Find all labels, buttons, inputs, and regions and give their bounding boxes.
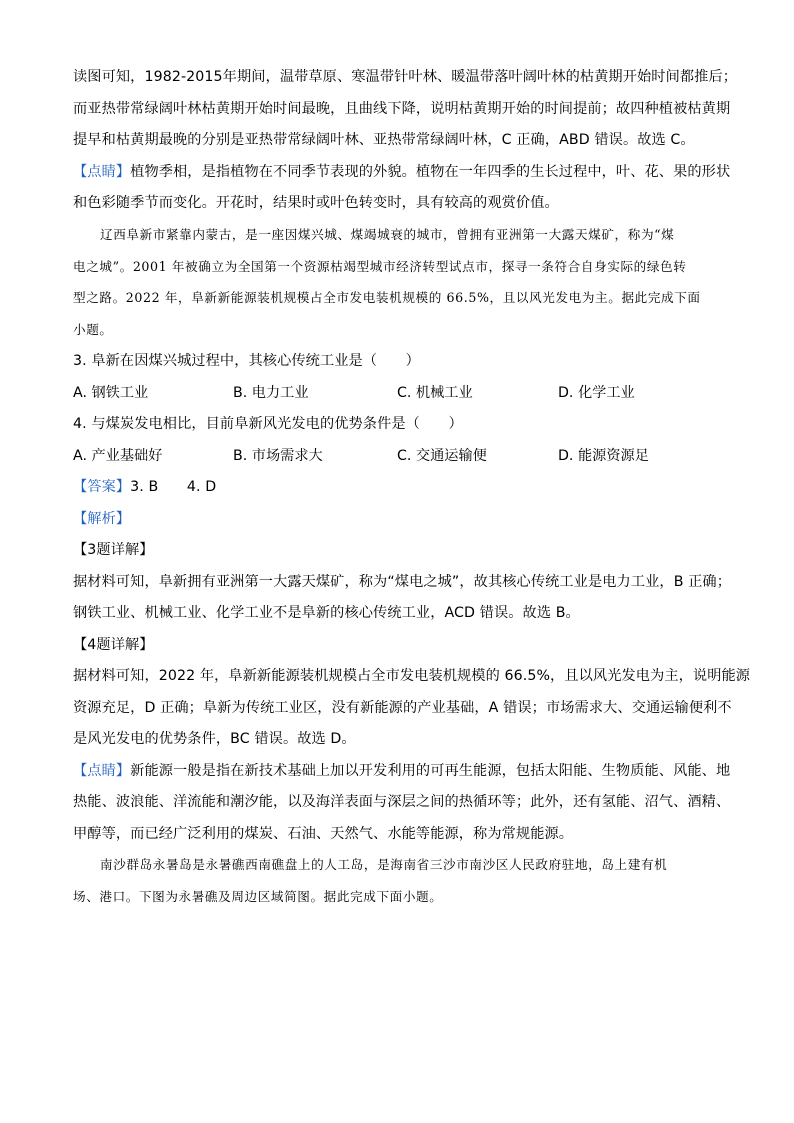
material-1-line-1: 辽西阜新市紧靠内蒙古，是一座因煤兴城、煤竭城衰的城市，曾拥有亚洲第一大露天煤矿，称为“煤 [100, 227, 675, 242]
detail-3-line-2: 钢铁工业、机械工业、化学工业不是阜新的核心传统工业，ACD 错误。故选 B。 [73, 605, 580, 621]
answer-tag: 【答案】 [73, 479, 131, 495]
point-note-1 [73, 162, 730, 182]
analysis-tag: 【解析】 [73, 511, 131, 527]
detail-4-line-2: 资源充足，D 正确；阜新为传统工业区，没有新能源的产业基础，A 错误；市场需求大、交通运输便利不 [73, 700, 732, 716]
detail-3-heading: 【3题详解】 [73, 542, 154, 558]
point-note-2-line-2: 热能、波浪能、洋流能和潮汐能，以及海洋表面与深层之间的热循环等；此外，还有氢能、沼气、酒精、 [73, 794, 731, 810]
q3-option-d: D. 化学工业 [558, 385, 635, 401]
q4-option-d: D. 能源资源足 [558, 448, 649, 464]
material-2-line-2: 场、港口。下图为永暑礁及周边区域简图。据此完成下面小题。 [73, 889, 443, 904]
answer-text: 3. B 4. D [130, 479, 217, 495]
material-1-line-2: 电之城”。2001 年被确立为全国第一个资源枯竭型城市经济转型试点市，探寻一条符合自身实际的绿色转 [73, 259, 687, 274]
point-note-2-line-3: 甲醇等，而已经广泛利用的煤炭、石油、天然气、水能等能源，称为常规能源。 [73, 826, 574, 842]
q3-option-b: B. 电力工业 [233, 385, 309, 401]
intro-line-2: 而亚热带常绿阔叶林枯黄期开始时间最晚，且曲线下降，说明枯黄期开始的时间提前；故四种植被枯黄期 [73, 101, 731, 117]
detail-3-line-1: 据材料可知，阜新拥有亚洲第一大露天煤矿，称为“煤电之城”，故其核心传统工业是电力工业，B 正确； [73, 574, 731, 590]
material-1-line-4: 小题。 [73, 322, 113, 337]
q4-option-a: A. 产业基础好 [73, 448, 163, 464]
point-text: 植物季相，是指植物在不同季节表现的外貌。植物在一年四季的生长过程中，叶、花、果的形状 [130, 164, 731, 180]
q3-option-c: C. 机械工业 [397, 385, 473, 401]
question-4-stem: 4. 与煤炭发电相比，目前阜新风光发电的优势条件是（ ） [73, 416, 463, 432]
point-tag: 【点睛】 [73, 763, 131, 779]
detail-4-line-3: 是风光发电的优势条件，BC 错误。故选 D。 [73, 731, 356, 747]
detail-4-heading: 【4题详解】 [73, 637, 154, 653]
point-tag: 【点睛】 [73, 164, 131, 180]
point-note-1-line-2: 和色彩随季节而变化。开花时，结果时或叶色转变时，具有较高的观赏价值。 [73, 195, 559, 211]
q4-option-b: B. 市场需求大 [233, 448, 323, 464]
material-2-line-1: 南沙群岛永暑岛是永暑礁西南礁盘上的人工岛，是海南省三沙市南沙区人民政府驻地，岛上建有机 [100, 857, 668, 872]
q3-option-a: A. 钢铁工业 [73, 385, 149, 401]
answer-line [73, 477, 216, 497]
point-note-2 [73, 761, 730, 781]
point-text: 新能源一般是指在新技术基础上加以开发利用的可再生能源，包括太阳能、生物质能、风能、地 [130, 763, 731, 779]
intro-line-1: 读图可知，1982-2015年期间，温带草原、寒温带针叶林、暖温带落叶阔叶林的枯黄期开始时间都推后； [73, 69, 738, 85]
intro-line-3: 提早和枯黄期最晚的分别是亚热带常绿阔叶林、亚热带常绿阔叶林，C 正确，ABD 错误。故选 C。 [73, 132, 695, 148]
detail-4-line-1: 据材料可知，2022 年，阜新新能源装机规模占全市发电装机规模的 66.5%，且以风光发电为主，说明能源 [73, 668, 751, 684]
q4-option-c: C. 交通运输便 [397, 448, 487, 464]
question-3-stem: 3. 阜新在因煤兴城过程中，其核心传统工业是（ ） [73, 353, 420, 369]
material-1-line-3: 型之路。2022 年，阜新新能源装机规模占全市发电装机规模的 66.5%，且以风光发电为主。据此完成下面 [73, 290, 701, 305]
analysis-heading [73, 509, 130, 529]
